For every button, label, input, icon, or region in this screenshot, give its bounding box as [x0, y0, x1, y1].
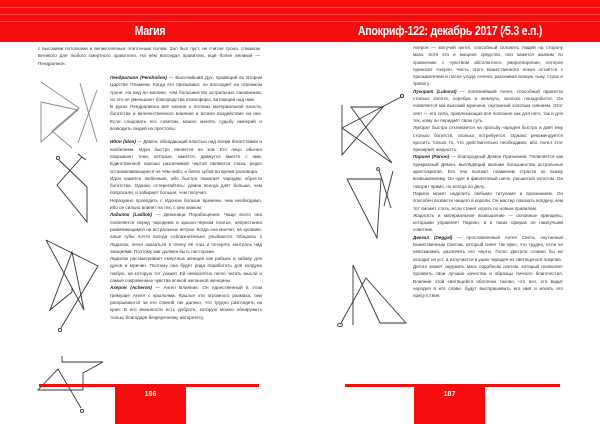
page-number: 187 [414, 387, 485, 424]
page-number: 186 [115, 387, 186, 424]
right-page [300, 0, 600, 424]
entry-name: Идон (Idon) [110, 139, 136, 145]
issue-title: Апокриф-122: декабрь 2017 (⁄5.3 е.п.) [357, 24, 543, 38]
entry-paragraph: Парион (Parion) — благородный Демон Признания. Появляется как прекрасный Демон, выглядящий моложе большинства астральных аристократов. Его очи пылают пламенем страсти ко всему возвышенному. Он одет в фиолетовый шёлк, расшитый золотом. Он говорит прямо, но всегда по делу. [413, 154, 563, 189]
paragraph: В руках Пендралиона всё знание о потоках материальной власти, богатства и величественного влияния и всякое воздействие на них. Если следовать его советам, можно менять судьбу империй и возводить людей на престолы. [110, 104, 262, 132]
intro-paragraph: с высокими потолками и великолепным плиточным полом. Зал был пуст, не считая трона, слишком великого для любого смертного правителя. На нём восседал правитель ещё более великий — Пендралион. [38, 46, 260, 66]
entry-name: Лукорат (Lukorat) [413, 88, 457, 94]
entry-name: Ахерон (Acheron) [110, 285, 152, 291]
section-title: Магия [134, 24, 166, 38]
entry-paragraph: Ахерон (Acheron) — Ангел Влияния. Он единственный в этом гримуаре Ангел с крыльями. Крылья эти огромного размаха, они раскрываются за его спиной так далеко, что трудно разглядеть их края. В его внешности есть доброта, которую можно обнаружить только благодаря безупречному авторитету. [110, 285, 262, 320]
entry-name: Пендралион (Pendralion) [110, 75, 167, 80]
paragraph: Неразумно проводить с Идоном больше времени, чем необходимо, ибо он сильно влияет на тех, с кем знаком. [110, 197, 262, 211]
entry-paragraph: Ладилок (Ladilok) — Демоница Порабощения. Чаще всего она появляется перед чародеем в красно-чёрном платье, непрестанно развевающемся на астральных ветрах. Когда она молчит, её кроваво-алые губы почти всегда соблазнительно улыбаются. Общаясь с Ладилок, легко оказаться в плену её глаз и потерять контроль над эмоциями. Поэтому маг должен быть настороже. [110, 212, 262, 254]
paragraph: Жадность и материальное возвышение — основные принципы, которыми управляет Парион, и в таких сферах он наилучший советник. [413, 212, 563, 233]
sigil-idon [56, 154, 87, 222]
paragraph: Идон кажется любезным, ибо быстро помогает чародею обрести богатства. Однако остерегайтесь: демон всегда даёт больше, чем попросили, и забирает больше, чем получил. [110, 175, 262, 196]
sigil-illustrations [300, 0, 600, 424]
entry-paragraph: Идон (Idon) — Демон, обладающий властью над всеми богатствами и изобилием. Идон быстро является на зов. Его лицо обычно покрывают тени, которые, кажется, движутся вместе с ним. Единственной хорошо различимой чертой являются глаза, редко останавливающиеся на чём-либо, и блеск зубов во время разговора. [110, 139, 262, 174]
sigil-parion [347, 168, 393, 238]
paragraph: Лукорат быстро откликается на просьбу чародея быстро и даёт ему столько богатств, сколько потребуется. Однако рекомендуется просить только то, что действительно необходимо, ибо Ангел этот презирает жадность. [413, 125, 563, 153]
entry-name: Парион (Parion) [413, 154, 450, 160]
sigil-deggal [338, 265, 407, 327]
sigil-lukorat [342, 94, 404, 163]
entry-paragraph: Пендралион (Pendralion) — Высочайший Дух, правящий во Втором Царстве Пламени. Когда его призывают, он восседает на огромном троне. На вид он моложе, чем большинство астральных сановников, но это не уменьшает благородства атмосферы, витающей над ним. [110, 75, 262, 102]
paragraph: Парион может наделить любыми титулами и признанием. Он способен возвести нищего в короли. Он мастер показать колдуну, кем тот сможет стать, если станет играть по новым правилам. [413, 190, 564, 211]
entry-paragraph: Деггал (Deggal) — прославленный Ангел Света, окутанный Божественным Светом, который сияет так ярко, что трудно, если не невозможно, различить его черты. Голос Деггала словно бы не исходит из уст, а излучается в ушах чародея из светящегося покрова. [413, 234, 563, 262]
paragraph: Деггал может окружить мага подобным светом, который позволяет проявить свои лучшие качества и образцы личного благочестия. Влияние этой светящейся оболочки таково, что все, кто видит чародея в его славе, будут выспрашивать его имя и искать его присутствия. [413, 263, 563, 299]
entry-name: Ладилок (Ladilok) [110, 212, 153, 218]
sigil-pendralion [41, 82, 97, 148]
paragraph: Ахерон — могучий ангел, способный склонить людей на сторону мага. Хотя это и мощное средство, оно кажется жалким по сравнению с чувством абсолютного умиротворения, которое приносит Ахерон. Часть этого Божественного покоя остаётся с призывателем и после ухода Ангела, рассеивая всякую тьму, страх и тревогу. [413, 45, 563, 87]
paragraph: Ладилок рассматривает смертных женщин как рабынь и забаву для духов и мужчин. Поэтому она будет рада поработить для колдуна любую, на которую тот укажет. Ей невероятно легко читать мысли и самые сокровенные чувства всякой желанной женщины. [110, 256, 262, 284]
sigil-ladilok [46, 240, 98, 332]
entry-name: Деггал (Deggal) [413, 234, 453, 240]
entry-paragraph: Лукорат (Lukorat) — полезнейший Ангел, способный принести столько золота, серебра и жемчуга, сколько понадобится. Он появляется как высокий мужчина, окутанный золотым сиянием. Этот свет — его сила, привлекающая всё полезное как для него, так и для тех, кому он передаёт свою суть. [413, 88, 563, 123]
